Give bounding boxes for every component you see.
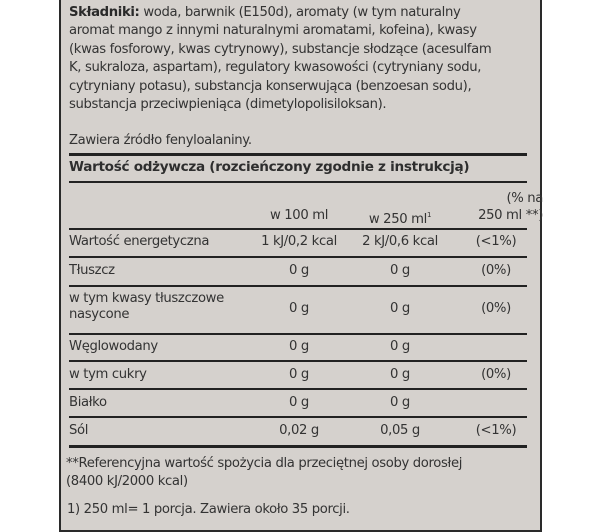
value-reference-intake: (0%)	[481, 367, 511, 382]
ingredients-line: woda, barwnik (E150d), aromaty (w tym naturalny	[139, 5, 461, 20]
divider	[69, 153, 527, 156]
value-per-250ml: 0 g	[390, 301, 410, 316]
value-per-100ml: 0 g	[289, 301, 309, 316]
value-reference-intake: (0%)	[481, 263, 511, 278]
footnote-marker: 1	[426, 211, 432, 219]
value-per-250ml: 2 kJ/0,6 kcal	[362, 234, 438, 249]
nutrient-name: Białko	[69, 395, 107, 410]
nutrient-name: w tym cukry	[69, 367, 147, 382]
nutrient-name	[69, 291, 224, 323]
value-per-250ml: 0,05 g	[380, 423, 420, 438]
divider	[69, 285, 527, 287]
value-per-100ml: 0 g	[289, 395, 309, 410]
nutrient-name-line2: nasycone	[69, 307, 130, 322]
nutrient-name: Węglowodany	[69, 339, 158, 354]
nutrient-name-line1: w tym kwasy tłuszczowe	[69, 291, 224, 306]
nutrition-title: Wartość odżywcza (rozcieńczony zgodnie z instrukcją)	[69, 159, 470, 175]
nutrient-name: Sól	[69, 423, 89, 438]
phenylalanine-note: Zawiera źródło fenyloalaniny.	[69, 133, 252, 148]
value-per-100ml: 0 g	[289, 263, 309, 278]
header-per-100ml: w 100 ml	[269, 208, 329, 223]
value-per-100ml: 0 g	[289, 339, 309, 354]
value-per-100ml: 0,02 g	[279, 423, 319, 438]
footnote-line2: (8400 kJ/2000 kcal)	[66, 473, 188, 489]
ingredients-line: (kwas fosforowy, kwas cytrynowy), substancje słodzące (acesulfam	[69, 41, 492, 57]
header-per-250ml	[337, 207, 463, 228]
ingredients-line: K, sukraloza, aspartam), regulatory kwasowości (cytryniany sodu,	[69, 60, 482, 76]
value-reference-intake: (<1%)	[475, 423, 517, 438]
divider	[69, 333, 527, 335]
divider	[69, 228, 527, 230]
header-ri-line2: 250 ml **)	[478, 208, 543, 223]
divider	[69, 388, 527, 390]
divider	[69, 360, 527, 362]
divider	[69, 445, 527, 448]
divider	[69, 416, 527, 418]
footnote-line1: **Referencyjna wartość spożycia dla przeciętnej osoby dorosłej	[66, 456, 463, 471]
ingredients-text	[69, 4, 531, 114]
serving-footnote: 1) 250 ml= 1 porcja. Zawiera około 35 porcji.	[67, 502, 350, 517]
nutrition-label-panel	[59, 0, 542, 532]
value-per-100ml: 0 g	[289, 367, 309, 382]
divider	[69, 181, 527, 183]
divider	[69, 256, 527, 258]
ingredients-line: substancja przeciwpieniąca (dimetylopolisiloksan).	[69, 97, 387, 113]
header-per-250ml-text: w 250 ml	[368, 212, 427, 227]
value-per-250ml: 0 g	[390, 339, 410, 354]
reference-intake-footnote	[66, 455, 536, 490]
nutrient-name: Tłuszcz	[69, 263, 115, 278]
ingredients-label: Składniki:	[69, 5, 140, 20]
ingredients-line: aromat mango z innymi naturalnymi aromatami, kofeina), kwasy	[69, 23, 477, 39]
value-reference-intake: (<1%)	[475, 234, 517, 249]
header-reference-intake	[457, 190, 543, 224]
header-ri-line1: (% na	[506, 191, 543, 206]
nutrient-name: Wartość energetyczna	[69, 234, 210, 249]
value-reference-intake: (0%)	[481, 301, 511, 316]
value-per-250ml: 0 g	[390, 367, 410, 382]
ingredients-line: cytryniany potasu), substancja konserwująca (benzoesan sodu),	[69, 78, 472, 94]
value-per-250ml: 0 g	[390, 263, 410, 278]
value-per-100ml: 1 kJ/0,2 kcal	[261, 234, 337, 249]
value-per-250ml: 0 g	[390, 395, 410, 410]
